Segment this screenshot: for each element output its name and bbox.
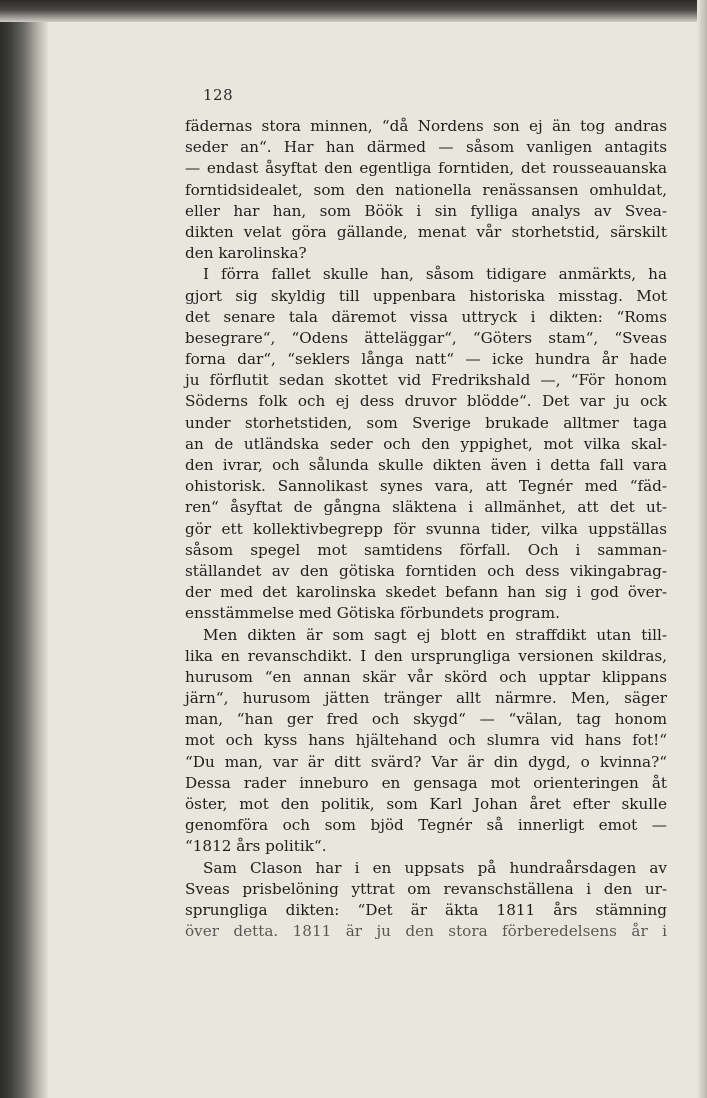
text-line: det senare tala däremot vissa uttryck i dikten: “Roms — [185, 307, 667, 326]
text-line: genomföra och som bjöd Tegnér så innerligt emot — — [185, 816, 667, 835]
page-top-edge — [0, 0, 707, 22]
text-line: eller har han, som Böök i sin fylliga analys av Svea- — [185, 201, 667, 220]
text-line: gör ett kollektivbegrepp för svunna tider, vilka uppställas — [185, 519, 667, 538]
text-line: ställandet av den götiska forntiden och dess vikingabrag- — [185, 561, 667, 580]
text-line: Men dikten är som sagt ej blott en straffdikt utan till- — [203, 625, 667, 644]
text-line: Söderns folk och ej dess druvor blödde“. Det var ju ock — [185, 392, 667, 411]
text-line: forna dar“, “seklers långa natt“ — icke hundra år hade — [185, 350, 667, 369]
text-line: “Du man, var är ditt svärd? Var är din dygd, o kvinna?“ — [185, 752, 667, 771]
text-line: der med det karolinska skedet befann han sig i god över- — [185, 583, 667, 602]
text-line: Sam Clason har i en uppsats på hundraårsdagen av — [203, 858, 667, 877]
text-line: forntidsidealet, som den nationella renässansen omhuldat, — [185, 180, 667, 199]
text-line: ren“ åsyftat de gångna släktena i allmänhet, att det ut- — [185, 498, 667, 517]
text-line: I förra fallet skulle han, såsom tidigare anmärkts, ha — [203, 265, 667, 284]
text-line: besegrare“, “Odens ätteläggar“, “Göters stam“, “Sveas — [185, 328, 667, 347]
text-line: sprungliga dikten: “Det är äkta 1811 års stämning — [185, 900, 667, 919]
text-line: över detta. 1811 är ju den stora förberedelsens år i — [185, 922, 667, 941]
page-number: 128 — [203, 86, 234, 104]
text-line: järn“, hurusom jätten tränger allt närmre. Men, säger — [185, 689, 667, 708]
text-line: ensstämmelse med Götiska förbundets program. — [185, 604, 560, 623]
text-line: den ivrar, och sålunda skulle dikten även i detta fall vara — [185, 456, 667, 474]
text-line: öster, mot den politik, som Karl Johan året efter skulle — [185, 795, 667, 813]
text-line: dikten velat göra gällande, menat vår storhetstid, särskilt — [185, 222, 667, 241]
text-line: seder an“. Har han därmed — såsom vanligen antagits — [185, 138, 667, 157]
text-line: an de utländska seder och den yppighet, mot vilka skal- — [185, 434, 667, 453]
text-line: såsom spegel mot samtidens förfall. Och i samman- — [185, 540, 667, 559]
text-line: hurusom “en annan skär vår skörd och upptar klippans — [185, 667, 667, 686]
text-line: ohistorisk. Sannolikast synes vara, att Tegnér med “fäd- — [185, 477, 667, 496]
text-line: den karolinska? — [185, 244, 307, 263]
text-line: gjort sig skyldig till uppenbara historiska misstag. Mot — [185, 286, 667, 305]
text-line: mot och kyss hans hjältehand och slumra vid hans fot!“ — [185, 731, 667, 750]
text-line: fädernas stora minnen, “då Nordens son ej än tog andras — [185, 117, 667, 135]
text-line: lika en revanschdikt. I den ursprungliga versionen skildras, — [185, 646, 667, 665]
text-line: man, “han ger fred och skygd“ — “välan, tag honom — [185, 710, 667, 729]
body-text — [185, 116, 667, 942]
text-line: under storhetstiden, som Sverige brukade alltmer taga — [185, 413, 667, 432]
text-line: “1812 års politik“. — [185, 837, 327, 856]
page-right-edge — [697, 0, 707, 1098]
book-spine-shadow — [0, 0, 48, 1098]
text-line: ju förflutit sedan skottet vid Fredrikshald —, “För honom — [185, 371, 667, 390]
text-line: Dessa rader inneburo en gensaga mot orienteringen åt — [185, 773, 667, 792]
text-line: Sveas prisbelöning yttrat om revanschställena i den ur- — [185, 879, 667, 898]
text-line: — endast åsyftat den egentliga forntiden, det rousseauanska — [185, 159, 667, 178]
